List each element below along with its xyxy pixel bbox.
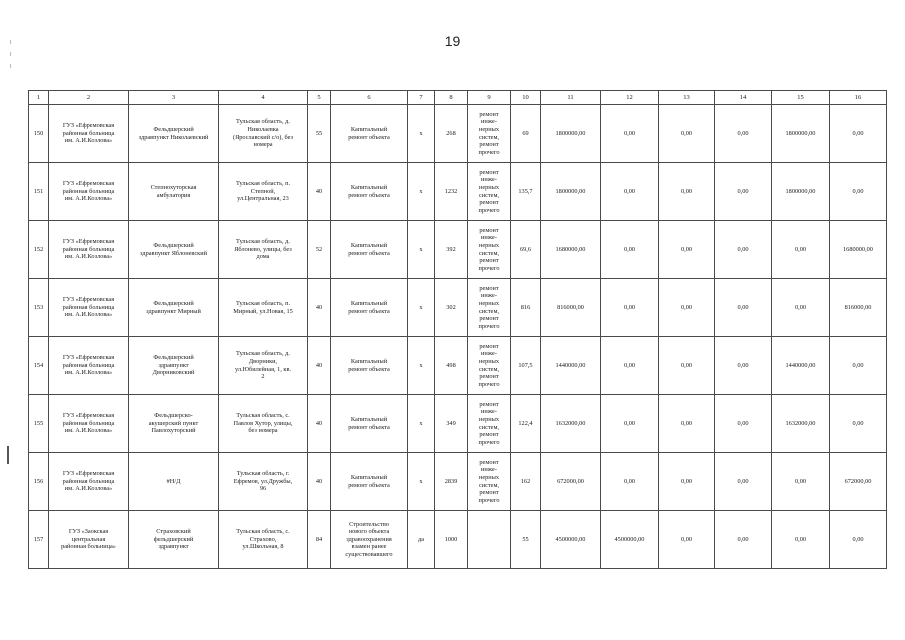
table-cell: 154 [29, 337, 49, 395]
table-cell: Тульская область, д. Дворники, ул.Юбилейная, 1, кв. 2 [219, 337, 308, 395]
table-cell: х [408, 337, 435, 395]
table-cell: 1440000,00 [541, 337, 601, 395]
table-cell: Капитальный ремонт объекта [331, 453, 408, 511]
table-cell: 0,00 [659, 395, 715, 453]
table-cell: Тульская область, д. Николаевка (Ярославский с/о), без номера [219, 105, 308, 163]
table-cell: 0,00 [715, 511, 772, 569]
table-cell: 0,00 [601, 395, 659, 453]
table-cell: 152 [29, 221, 49, 279]
table-cell: 0,00 [715, 221, 772, 279]
table-cell: х [408, 163, 435, 221]
table-cell: 40 [308, 395, 331, 453]
table-cell: ремонт инже- нерных систем, ремонт прочего [468, 337, 511, 395]
table-cell: Фельдшерско- акушерский пункт Павлохуторский [129, 395, 219, 453]
table-cell: Капитальный ремонт объекта [331, 279, 408, 337]
table-row [29, 279, 887, 337]
table-cell: х [408, 105, 435, 163]
table-cell: Капитальный ремонт объекта [331, 105, 408, 163]
column-header: 14 [715, 91, 772, 105]
page-number: 19 [444, 33, 461, 49]
table-cell: 0,00 [715, 163, 772, 221]
column-header: 3 [129, 91, 219, 105]
table-cell: 0,00 [772, 221, 830, 279]
column-header: 10 [511, 91, 541, 105]
table-cell: ГУЗ «Ефремовская районная больница им. А.И.Козлова» [49, 221, 129, 279]
table-cell: 155 [29, 395, 49, 453]
table-cell: 349 [435, 395, 468, 453]
scan-artifact [10, 40, 11, 44]
scan-artifact [7, 446, 9, 464]
table-cell: ремонт инже- нерных систем, ремонт прочего [468, 453, 511, 511]
table-cell: 0,00 [772, 453, 830, 511]
table-cell: Капитальный ремонт объекта [331, 163, 408, 221]
table-cell: 0,00 [715, 395, 772, 453]
table-cell: 0,00 [601, 279, 659, 337]
table-cell: 1800000,00 [541, 105, 601, 163]
table-cell: 1800000,00 [541, 163, 601, 221]
table-cell: ГУЗ «Заокская центральная районная больница» [49, 511, 129, 569]
table-cell: 0,00 [830, 511, 887, 569]
table-cell: 122,4 [511, 395, 541, 453]
table-cell: 1440000,00 [772, 337, 830, 395]
table-cell: 0,00 [601, 337, 659, 395]
table-cell: 4500000,00 [601, 511, 659, 569]
table-cell: 816000,00 [541, 279, 601, 337]
table-cell: 150 [29, 105, 49, 163]
table-cell: ГУЗ «Ефремовская районная больница им. А.И.Козлова» [49, 337, 129, 395]
column-header: 11 [541, 91, 601, 105]
table-cell: 1800000,00 [772, 163, 830, 221]
table-cell: 40 [308, 453, 331, 511]
table-cell: 0,00 [830, 163, 887, 221]
table-cell: 0,00 [715, 105, 772, 163]
table-cell: 52 [308, 221, 331, 279]
table-cell: 0,00 [830, 395, 887, 453]
table-cell: Фельдшерский здравпункт Дворниковский [129, 337, 219, 395]
table-cell: х [408, 453, 435, 511]
table-cell: Тульская область, с. Страхово, ул.Школьная, 8 [219, 511, 308, 569]
table-cell: Капитальный ремонт объекта [331, 395, 408, 453]
table-cell: 1632000,00 [541, 395, 601, 453]
table-cell: 816 [511, 279, 541, 337]
table-cell: ремонт инже- нерных систем, ремонт прочего [468, 279, 511, 337]
table-cell: 1000 [435, 511, 468, 569]
column-header: 12 [601, 91, 659, 105]
table-cell: 0,00 [659, 279, 715, 337]
table-cell: 55 [511, 511, 541, 569]
table-cell: 0,00 [659, 163, 715, 221]
table-cell: Тульская область, п. Степной, ул.Центральная, 23 [219, 163, 308, 221]
table-cell: 672000,00 [830, 453, 887, 511]
table-cell: Тульская область, с. Павлов Хутор, улицы, без номера [219, 395, 308, 453]
table-cell: 0,00 [659, 221, 715, 279]
table-cell: ГУЗ «Ефремовская районная больница им. А.И.Козлова» [49, 453, 129, 511]
table-cell: ремонт инже- нерных систем, ремонт прочего [468, 395, 511, 453]
table-cell: да [408, 511, 435, 569]
table-row [29, 105, 887, 163]
table-cell: 1680000,00 [830, 221, 887, 279]
table-row [29, 163, 887, 221]
table-cell: Фельдшерский здравпункт Мирный [129, 279, 219, 337]
table-cell: #Н/Д [129, 453, 219, 511]
column-header: 9 [468, 91, 511, 105]
table-cell [468, 511, 511, 569]
table-cell: 0,00 [659, 511, 715, 569]
table-cell: 1632000,00 [772, 395, 830, 453]
table-cell: х [408, 279, 435, 337]
table-row [29, 221, 887, 279]
table-cell: 0,00 [772, 511, 830, 569]
table-cell: 268 [435, 105, 468, 163]
table-cell: х [408, 395, 435, 453]
column-header: 8 [435, 91, 468, 105]
table-header-row [29, 91, 887, 105]
table-cell: 0,00 [715, 279, 772, 337]
table-cell: 107,5 [511, 337, 541, 395]
table-cell: ГУЗ «Ефремовская районная больница им. А.И.Козлова» [49, 279, 129, 337]
table-cell: Страховский фельдшерский здравпункт [129, 511, 219, 569]
table-cell: х [408, 221, 435, 279]
table-row [29, 511, 887, 569]
table-cell: 156 [29, 453, 49, 511]
table-cell: ГУЗ «Ефремовская районная больница им. А.И.Козлова» [49, 163, 129, 221]
table-row [29, 453, 887, 511]
table-cell: 1800000,00 [772, 105, 830, 163]
table-cell: Фельдшерский здравпункт Николаевский [129, 105, 219, 163]
table-cell: 816000,00 [830, 279, 887, 337]
table-cell: 0,00 [659, 337, 715, 395]
table-row [29, 395, 887, 453]
scan-artifact [10, 64, 11, 68]
table-cell: 40 [308, 337, 331, 395]
table-body [29, 91, 887, 569]
column-header: 7 [408, 91, 435, 105]
table-cell: 302 [435, 279, 468, 337]
table-cell: 0,00 [715, 453, 772, 511]
table-cell: 0,00 [659, 105, 715, 163]
table-cell: 40 [308, 163, 331, 221]
column-header: 16 [830, 91, 887, 105]
column-header: 5 [308, 91, 331, 105]
column-header: 6 [331, 91, 408, 105]
column-header: 4 [219, 91, 308, 105]
data-table [28, 90, 887, 569]
column-header: 13 [659, 91, 715, 105]
table-cell: 498 [435, 337, 468, 395]
table-cell: 153 [29, 279, 49, 337]
table-cell: ремонт инже- нерных систем, ремонт прочего [468, 221, 511, 279]
scan-artifact [10, 52, 11, 56]
table-cell: ГУЗ «Ефремовская районная больница им. А.И.Козлова» [49, 395, 129, 453]
column-header: 2 [49, 91, 129, 105]
table-cell: 0,00 [601, 105, 659, 163]
column-header: 15 [772, 91, 830, 105]
table-cell: ГУЗ «Ефремовская районная больница им. А.И.Козлова» [49, 105, 129, 163]
table-cell: 151 [29, 163, 49, 221]
table-cell: 0,00 [830, 105, 887, 163]
table-cell: 162 [511, 453, 541, 511]
table-cell: 1232 [435, 163, 468, 221]
table-cell: Тульская область, д. Яблонево, улицы, без дома [219, 221, 308, 279]
table-cell: 69 [511, 105, 541, 163]
table-cell: 40 [308, 279, 331, 337]
table-cell: 0,00 [601, 163, 659, 221]
table-row [29, 337, 887, 395]
table-cell: Фельдшерский здравпункт Яблоневский [129, 221, 219, 279]
table-cell: 0,00 [715, 337, 772, 395]
table-cell: 4500000,00 [541, 511, 601, 569]
table-cell: 84 [308, 511, 331, 569]
table-cell: ремонт инже- нерных систем, ремонт прочего [468, 163, 511, 221]
table-cell: Капитальный ремонт объекта [331, 337, 408, 395]
table-cell: 0,00 [659, 453, 715, 511]
table-cell: 55 [308, 105, 331, 163]
table-cell: 0,00 [772, 279, 830, 337]
table-cell: 0,00 [830, 337, 887, 395]
table-cell: ремонт инже- нерных систем, ремонт прочего [468, 105, 511, 163]
table-cell: 2839 [435, 453, 468, 511]
table-cell: 135,7 [511, 163, 541, 221]
table-cell: 1680000,00 [541, 221, 601, 279]
table-cell: Тульская область, п. Мирный, ул.Новая, 15 [219, 279, 308, 337]
table-cell: 392 [435, 221, 468, 279]
table-cell: 0,00 [601, 221, 659, 279]
table-cell: 157 [29, 511, 49, 569]
table-cell: 69,6 [511, 221, 541, 279]
table-cell: Тульская область, г. Ефремов, ул.Дружбы, 96 [219, 453, 308, 511]
table-cell: 0,00 [601, 453, 659, 511]
table-cell: Строительство нового объекта здравоохранения взамен ранее существовавшего [331, 511, 408, 569]
table-cell: Капитальный ремонт объекта [331, 221, 408, 279]
column-header: 1 [29, 91, 49, 105]
table-cell: 672000,00 [541, 453, 601, 511]
table-cell: Степнохуторская амбулатория [129, 163, 219, 221]
